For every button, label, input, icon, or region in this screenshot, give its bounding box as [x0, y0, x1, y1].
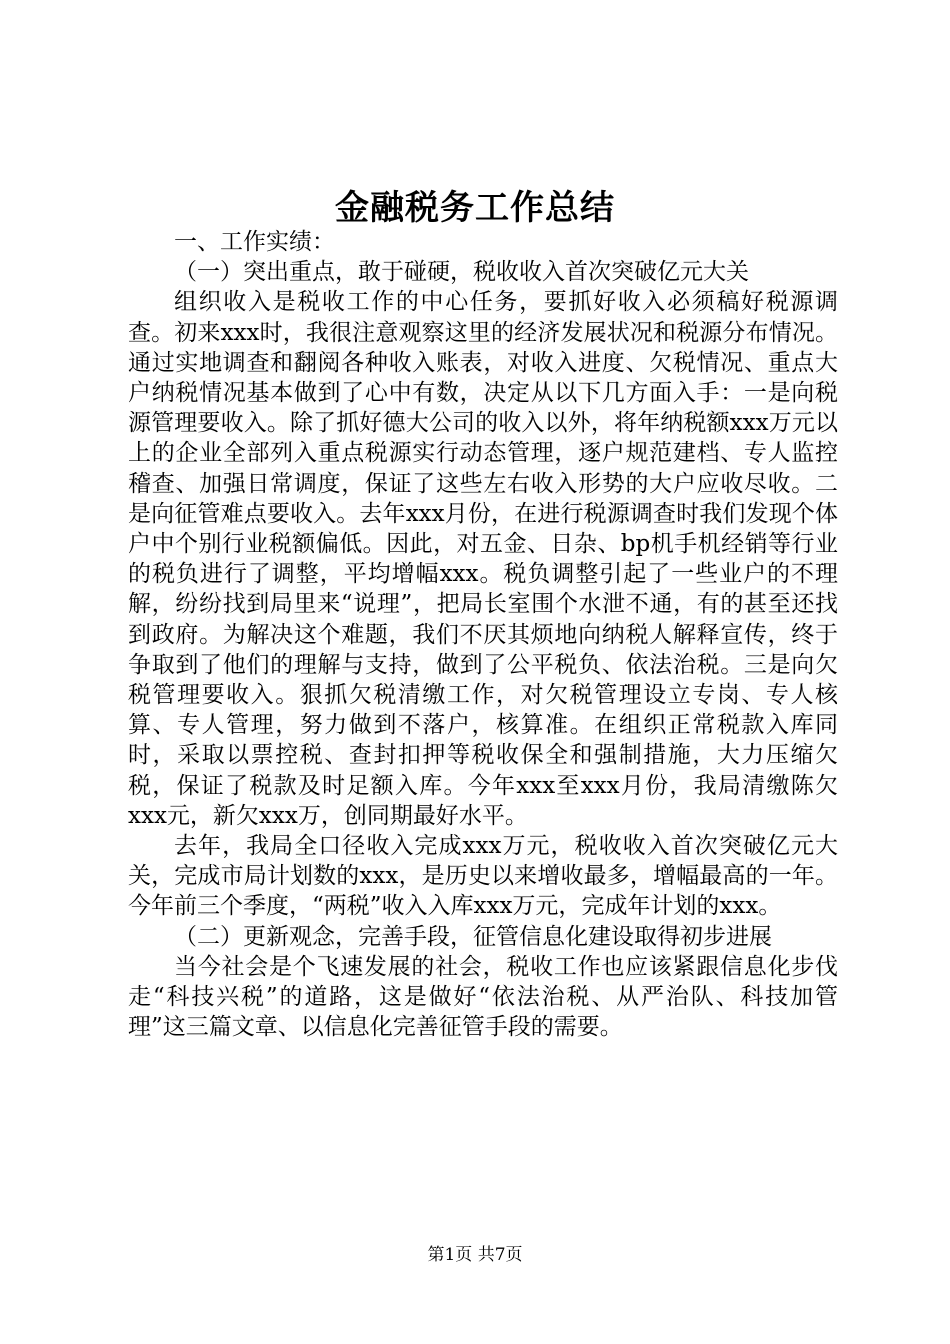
subheading-1: （一）突出重点，敢于碰硬，税收收入首次突破亿元大关: [174, 259, 749, 286]
page-footer: 第1页 共7页: [427, 1245, 523, 1265]
document-body: [128, 227, 838, 1042]
document-title: 金融税务工作总结: [335, 188, 615, 228]
paragraph-1: 组织收入是税收工作的中心任务，要抓好收入必须稿好税源调查。初来xxx时，我很注意观察这里的经济发展状况和税源分布情况。通过实地调查和翻阅各种收入账表，对收入进度、欠税情况、重点大户纳税情况基本做到了心中有数，决定从以下几方面入手：一是向税源管理要收入。除了抓好德大公司的收入以外，将年纳税额xxx万元以上的企业全部列入重点税源实行动态管理，逐户规范建档、专人监控稽查、加强日常调度，保证了这些左右收入形势的大户应收尽收。二是向征管难点要收入。去年xxx月份，在进行税源调查时我们发现个体户中个别行业税额偏低。因此，对五金、日杂、bp机手机经销等行业的税负进行了调整，平均增幅xxx。税负调整引起了一些业户的不理解，纷纷找到局里来“说理”，把局长室围个水泄不通，有的甚至还找到政府。为解决这个难题，我们不厌其烦地向纳税人解释宣传，终于争取到了他们的理解与支持，做到了公平税负、依法治税。三是向欠税管理要收入。狠抓欠税清缴工作，对欠税管理设立专岗、专人核算、专人管理，努力做到不落户，核算准。在组织正常税款入库同时，采取以票控税、查封扣押等税收保全和强制措施，大力压缩欠税，保证了税款及时足额入库。今年xxx至xxx月份，我局清缴陈欠xxx元，新欠xxx万，创同期最好水平。: [128, 289, 838, 829]
section-heading: 一、工作实绩：: [174, 229, 335, 255]
paragraph-2: 去年，我局全口径收入完成xxx万元，税收收入首次突破亿元大关，完成市局计划数的xxx，是历史以来增收最多，增幅最高的一年。今年前三个季度，“两税”收入入库xxx万元，完成年计划的xxx。: [128, 833, 838, 920]
paragraph-3: 当今社会是个飞速发展的社会，税收工作也应该紧跟信息化步伐走“科技兴税”的道路，这是做好“依法治税、从严治队、科技加管理”这三篇文章、以信息化完善征管手段的需要。: [128, 953, 838, 1041]
subheading-2: （二）更新观念，完善手段，征管信息化建设取得初步进展: [174, 923, 772, 950]
